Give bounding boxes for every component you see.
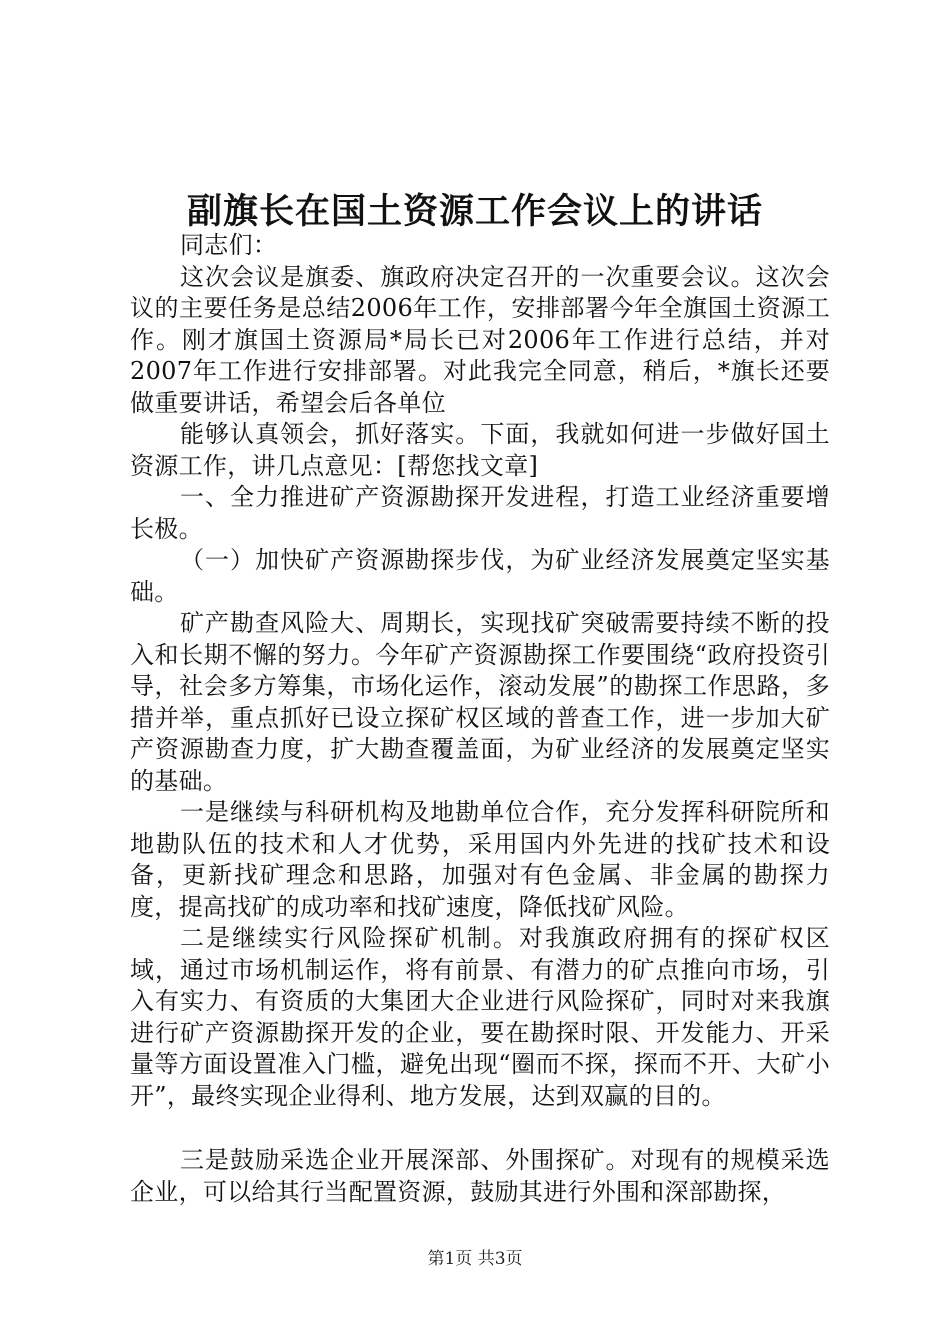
paragraph: 二是继续实行风险探矿机制。对我旗政府拥有的探矿权区域，通过市场机制运作，将有前景、有潜力的矿点推向市场，引入有实力、有资质的大集团大企业进行风险探矿，同时对来我旗进行矿产资源勘探开发的企业，要在勘探时限、开发能力、开采量等方面设置准入门槛，避免出现“圈而不探，探而不开、大矿小开”，最终实现企业得利、地方发展，达到双赢的目的。 (130, 924, 830, 1110)
subsection-heading: （一）加快矿产资源勘探步伐，为矿业经济发展奠定坚实基础。 (130, 546, 830, 606)
paragraph: 矿产勘查风险大、周期长，实现找矿突破需要持续不断的投入和长期不懈的努力。今年矿产资源勘探工作要围绕“政府投资引导，社会多方筹集，市场化运作，滚动发展”的勘探工作思路，多措并举，重点抓好已设立探矿权区域的普查工作，进一步加大矿产资源勘查力度，扩大勘查覆盖面，为矿业经济的发展奠定坚实的基础。 (130, 609, 830, 795)
salutation: 同志们： (180, 231, 278, 259)
paragraph: 这次会议是旗委、旗政府决定召开的一次重要会议。这次会议的主要任务是总结2006年工作，安排部署今年全旗国土资源工作。刚才旗国土资源局*局长已对2006年工作进行总结，并对2007年工作进行安排部署。对此我完全同意，稍后，*旗长还要做重要讲话，希望会后各单位 (130, 262, 830, 417)
paragraph: 一是继续与科研机构及地勘单位合作，充分发挥科研院所和地勘队伍的技术和人才优势，采用国内外先进的找矿技术和设备，更新找矿理念和思路，加强对有色金属、非金属的勘探力度，提高找矿的成功率和找矿速度，降低找矿风险。 (130, 798, 830, 921)
paragraph: 能够认真领会，抓好落实。下面，我就如何进一步做好国土资源工作，讲几点意见：[帮您找文章] (130, 420, 830, 480)
paragraph: 三是鼓励采选企业开展深部、外围探矿。对现有的规模采选企业，可以给其行当配置资源，鼓励其进行外围和深部勘探， (130, 1146, 830, 1206)
page-number: 第1页 共3页 (427, 1249, 523, 1269)
section-heading: 一、全力推进矿产资源勘探开发进程，打造工业经济重要增长极。 (130, 483, 830, 543)
document-title: 副旗长在国土资源工作会议上的讲话 (186, 191, 763, 232)
document-body (130, 230, 830, 1208)
